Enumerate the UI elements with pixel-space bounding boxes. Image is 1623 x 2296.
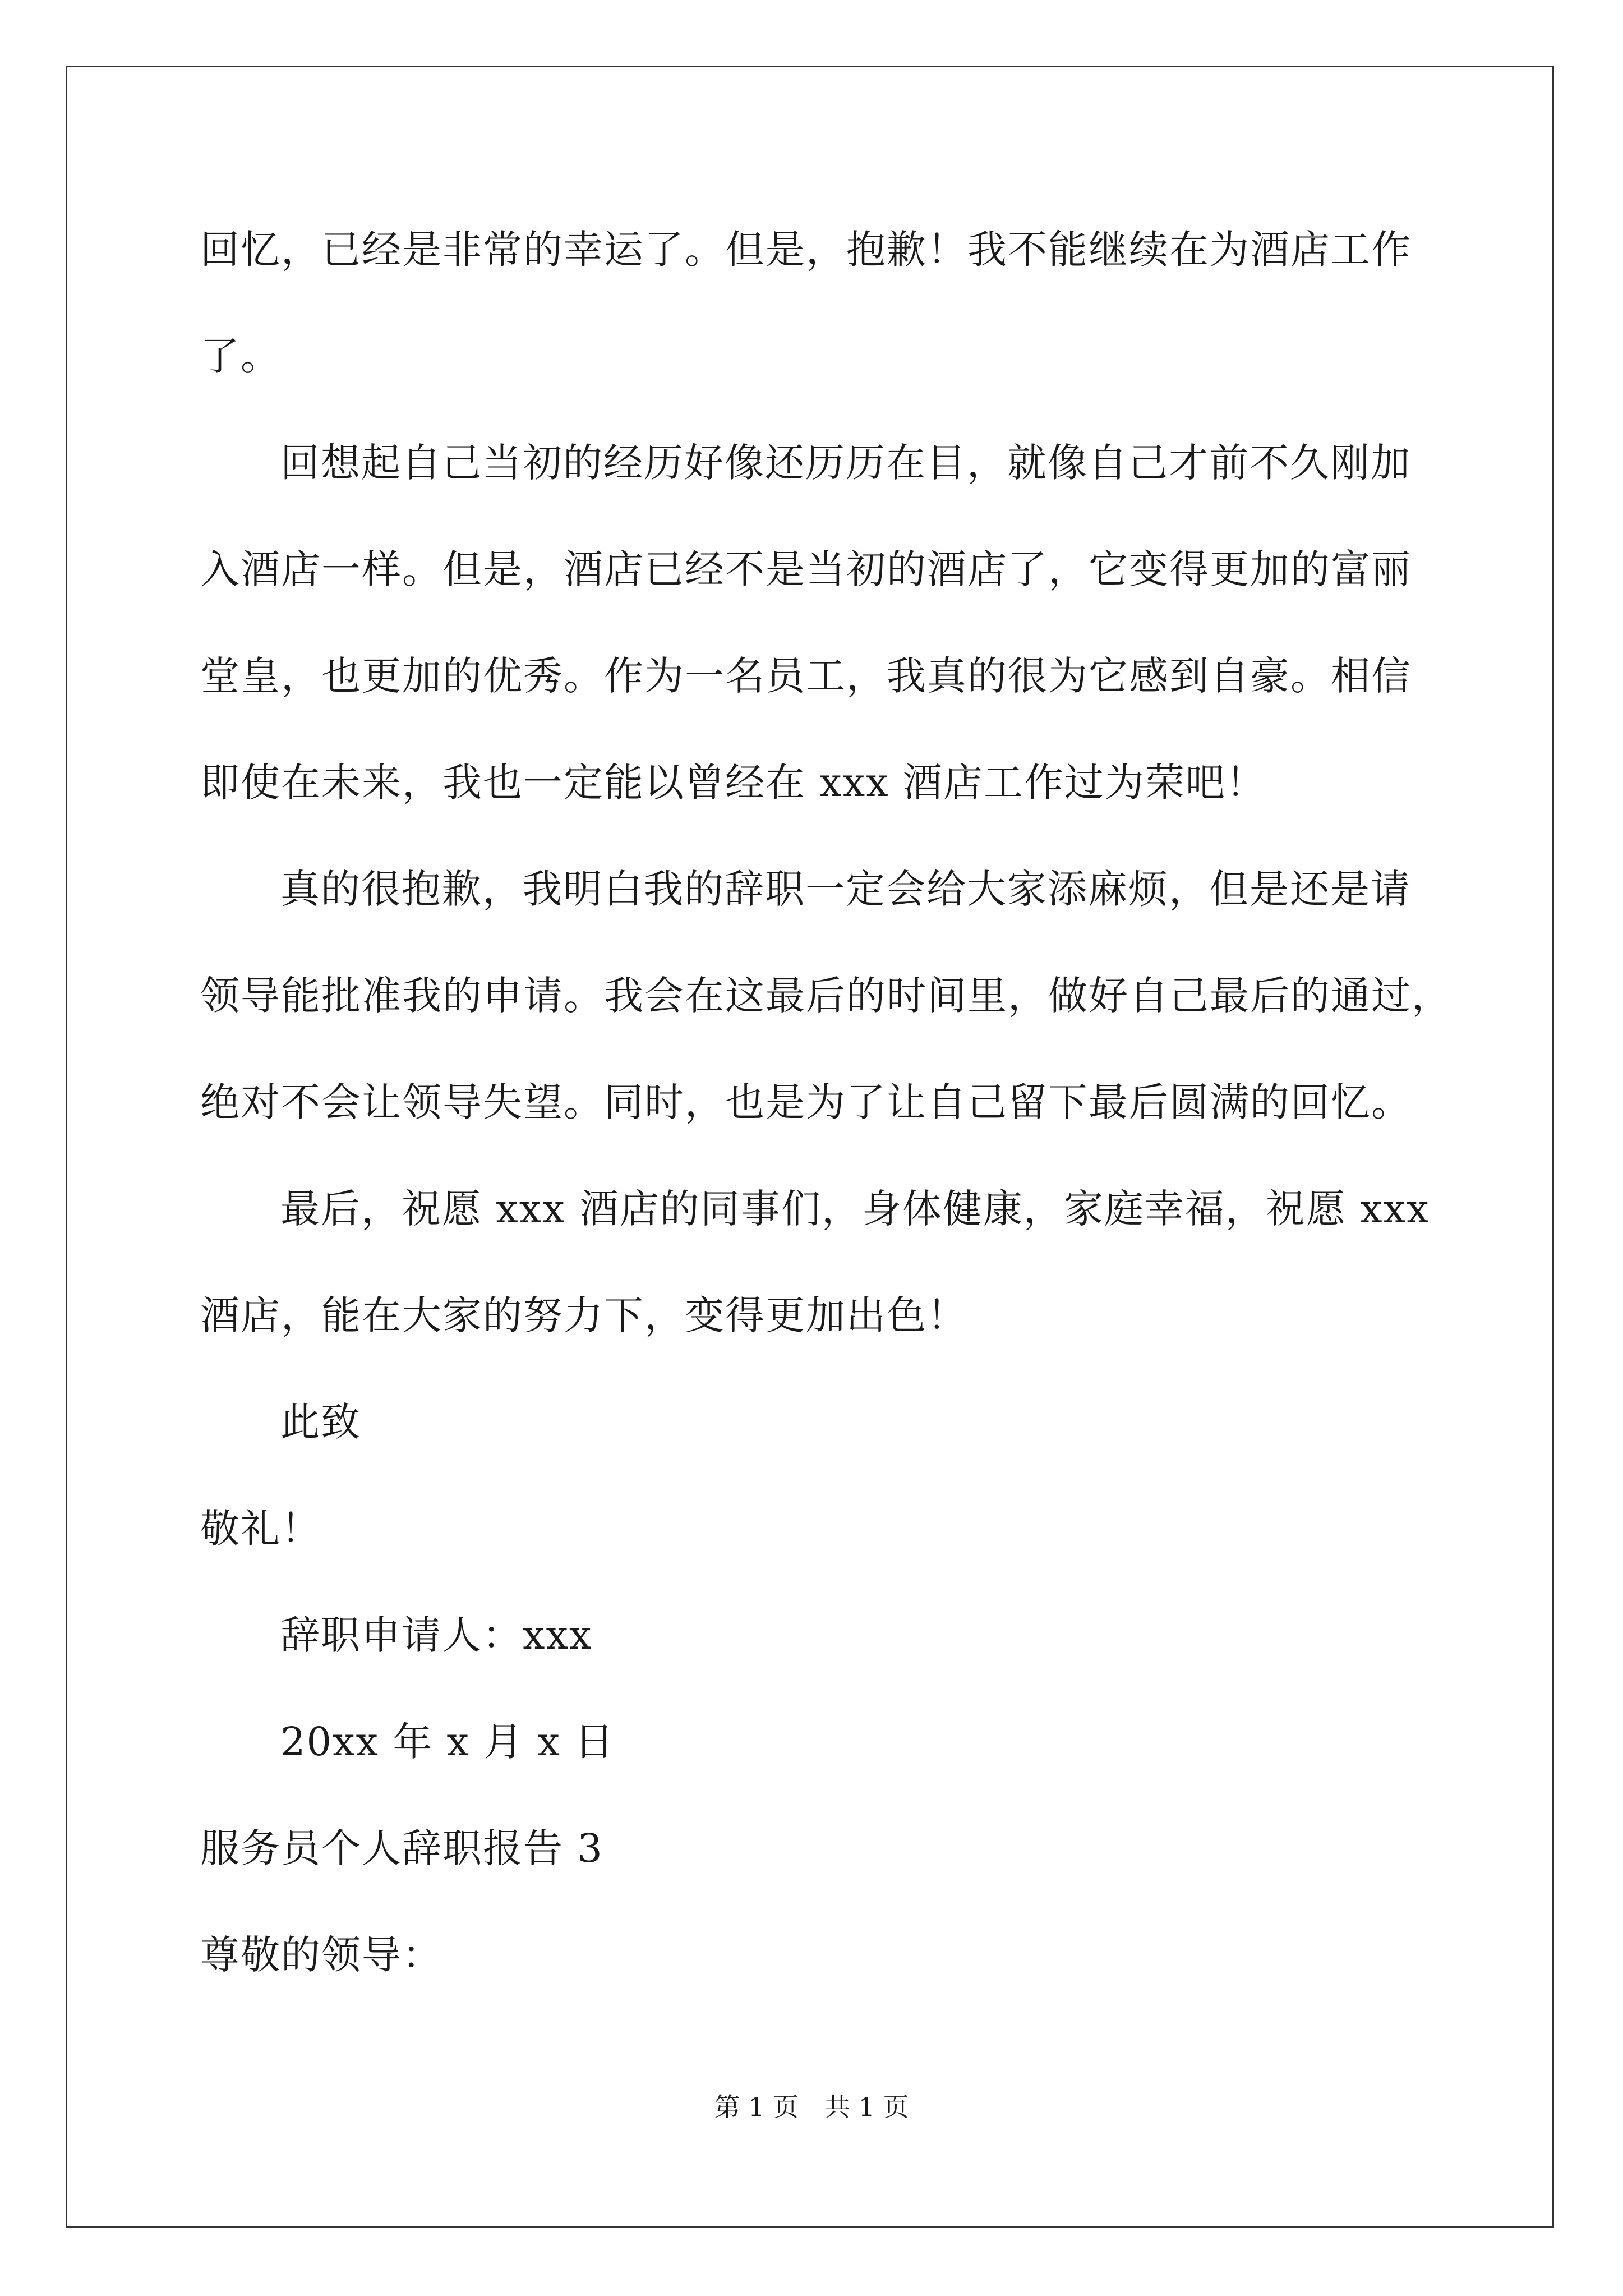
body-line: 了。 [200, 333, 281, 379]
body-line: 入酒店一样。但是，酒店已经不是当初的酒店了，它变得更加的富丽 [200, 546, 1412, 592]
signature-date: 20xx 年 x 月 x 日 [280, 1719, 615, 1765]
letter-greeting: 尊敬的领导： [200, 1932, 442, 1978]
body-line: 绝对不会让领导失望。同时，也是为了让自己留下最后圆满的回忆。 [200, 1079, 1412, 1125]
page-number-footer: 第 1 页 共 1 页 [714, 2092, 909, 2122]
closing-regards: 敬礼！ [200, 1506, 321, 1552]
page-border [66, 66, 1554, 2228]
body-line: 即使在未来，我也一定能以曾经在 xxx 酒店工作过为荣吧！ [200, 760, 1266, 806]
paragraph-start-line: 真的很抱歉，我明白我的辞职一定会给大家添麻烦，但是还是请 [280, 866, 1411, 912]
paragraph-start-line: 最后，祝愿 xxx 酒店的同事们，身体健康，家庭幸福，祝愿 xxx [280, 1186, 1430, 1232]
body-line: 领导能批准我的申请。我会在这最后的时间里，做好自己最后的通过， [200, 973, 1452, 1019]
paragraph-start-line: 回想起自己当初的经历好像还历历在目，就像自己才前不久刚加 [280, 440, 1411, 486]
body-line: 回忆，已经是非常的幸运了。但是，抱歉！我不能继续在为酒店工作 [200, 227, 1412, 273]
body-line: 酒店，能在大家的努力下，变得更加出色！ [200, 1292, 967, 1338]
body-line: 堂皇，也更加的优秀。作为一名员工，我真的很为它感到自豪。相信 [200, 653, 1412, 699]
signature-applicant: 辞职申请人：xxx [280, 1612, 593, 1658]
section-title: 服务员个人辞职报告 3 [200, 1825, 603, 1871]
closing-salutation: 此致 [280, 1399, 361, 1445]
